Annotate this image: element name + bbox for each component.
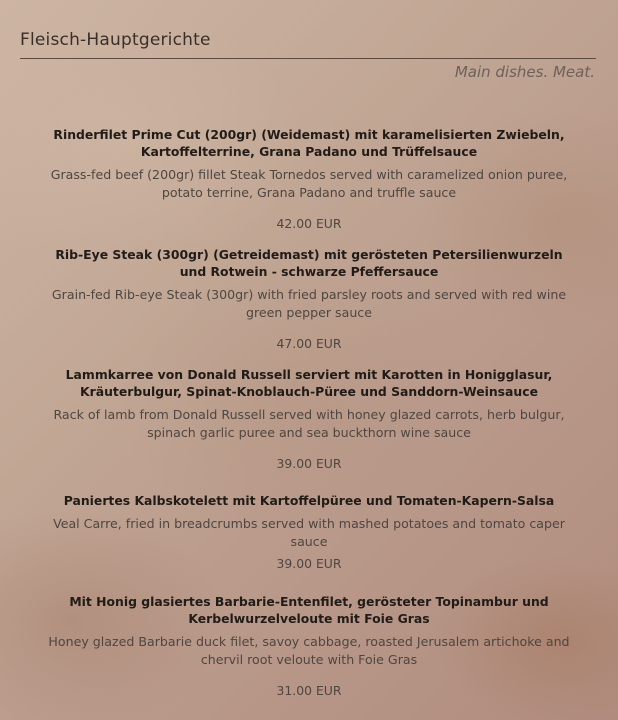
- section-subtitle: Main dishes. Meat.: [454, 63, 595, 81]
- dish-price: 42.00 EUR: [276, 216, 342, 231]
- dish-name: Rinderfilet Prime Cut (200gr) (Weidemast) mit karamelisierten Zwiebeln, Kartoffelterrine, Grana Padano und Trüffelsauce: [53, 127, 565, 159]
- dish-description: Grain-fed Rib-eye Steak (300gr) with fried parsley roots and served with red wine green pepper sauce: [51, 287, 567, 320]
- dish-name: Rib-Eye Steak (300gr) (Getreidemast) mit gerösteten Petersilienwurzeln und Rotwein - schwarze Pfeffersauce: [55, 247, 563, 279]
- dish-description: Rack of lamb from Donald Russell served with honey glazed carrots, herb bulgur, spinach garlic puree and sea buckthorn wine sauce: [53, 407, 565, 440]
- dish-description: Honey glazed Barbarie duck filet, savoy cabbage, roasted Jerusalem artichoke and chervil root veloute with Foie Gras: [48, 634, 570, 667]
- menu-item-rib-eye: [40, 246, 578, 351]
- menu-item-duck-filet: [40, 593, 578, 698]
- dish-price: 39.00 EUR: [276, 456, 342, 471]
- dish-price: 31.00 EUR: [276, 683, 342, 698]
- section-title: Fleisch-Hauptgerichte: [20, 30, 211, 50]
- title-divider: [20, 58, 596, 59]
- dish-name: Mit Honig glasiertes Barbarie-Entenfilet, gerösteter Topinambur und Kerbelwurzelveloute mit Foie Gras: [69, 594, 549, 626]
- dish-description: Veal Carre, fried in breadcrumbs served with mashed potatoes and tomato caper sauce: [53, 516, 565, 549]
- menu-item-lamb-rack: [40, 366, 578, 471]
- dish-name: Paniertes Kalbskotelett mit Kartoffelpüree und Tomaten-Kapern-Salsa: [63, 493, 555, 508]
- dish-price: 39.00 EUR: [276, 556, 342, 571]
- menu-item-beef-fillet: [40, 126, 578, 231]
- dish-name: Lammkarree von Donald Russell serviert mit Karotten in Honigglasur, Kräuterbulgur, Spinat-Knoblauch-Püree und Sanddorn-Weinsauce: [65, 367, 553, 399]
- menu-item-veal-cutlet: [40, 492, 578, 571]
- dish-description: Grass-fed beef (200gr) fillet Steak Tornedos served with caramelized onion puree, potato terrine, Grana Padano and truffle sauce: [50, 167, 568, 200]
- dish-price: 47.00 EUR: [276, 336, 342, 351]
